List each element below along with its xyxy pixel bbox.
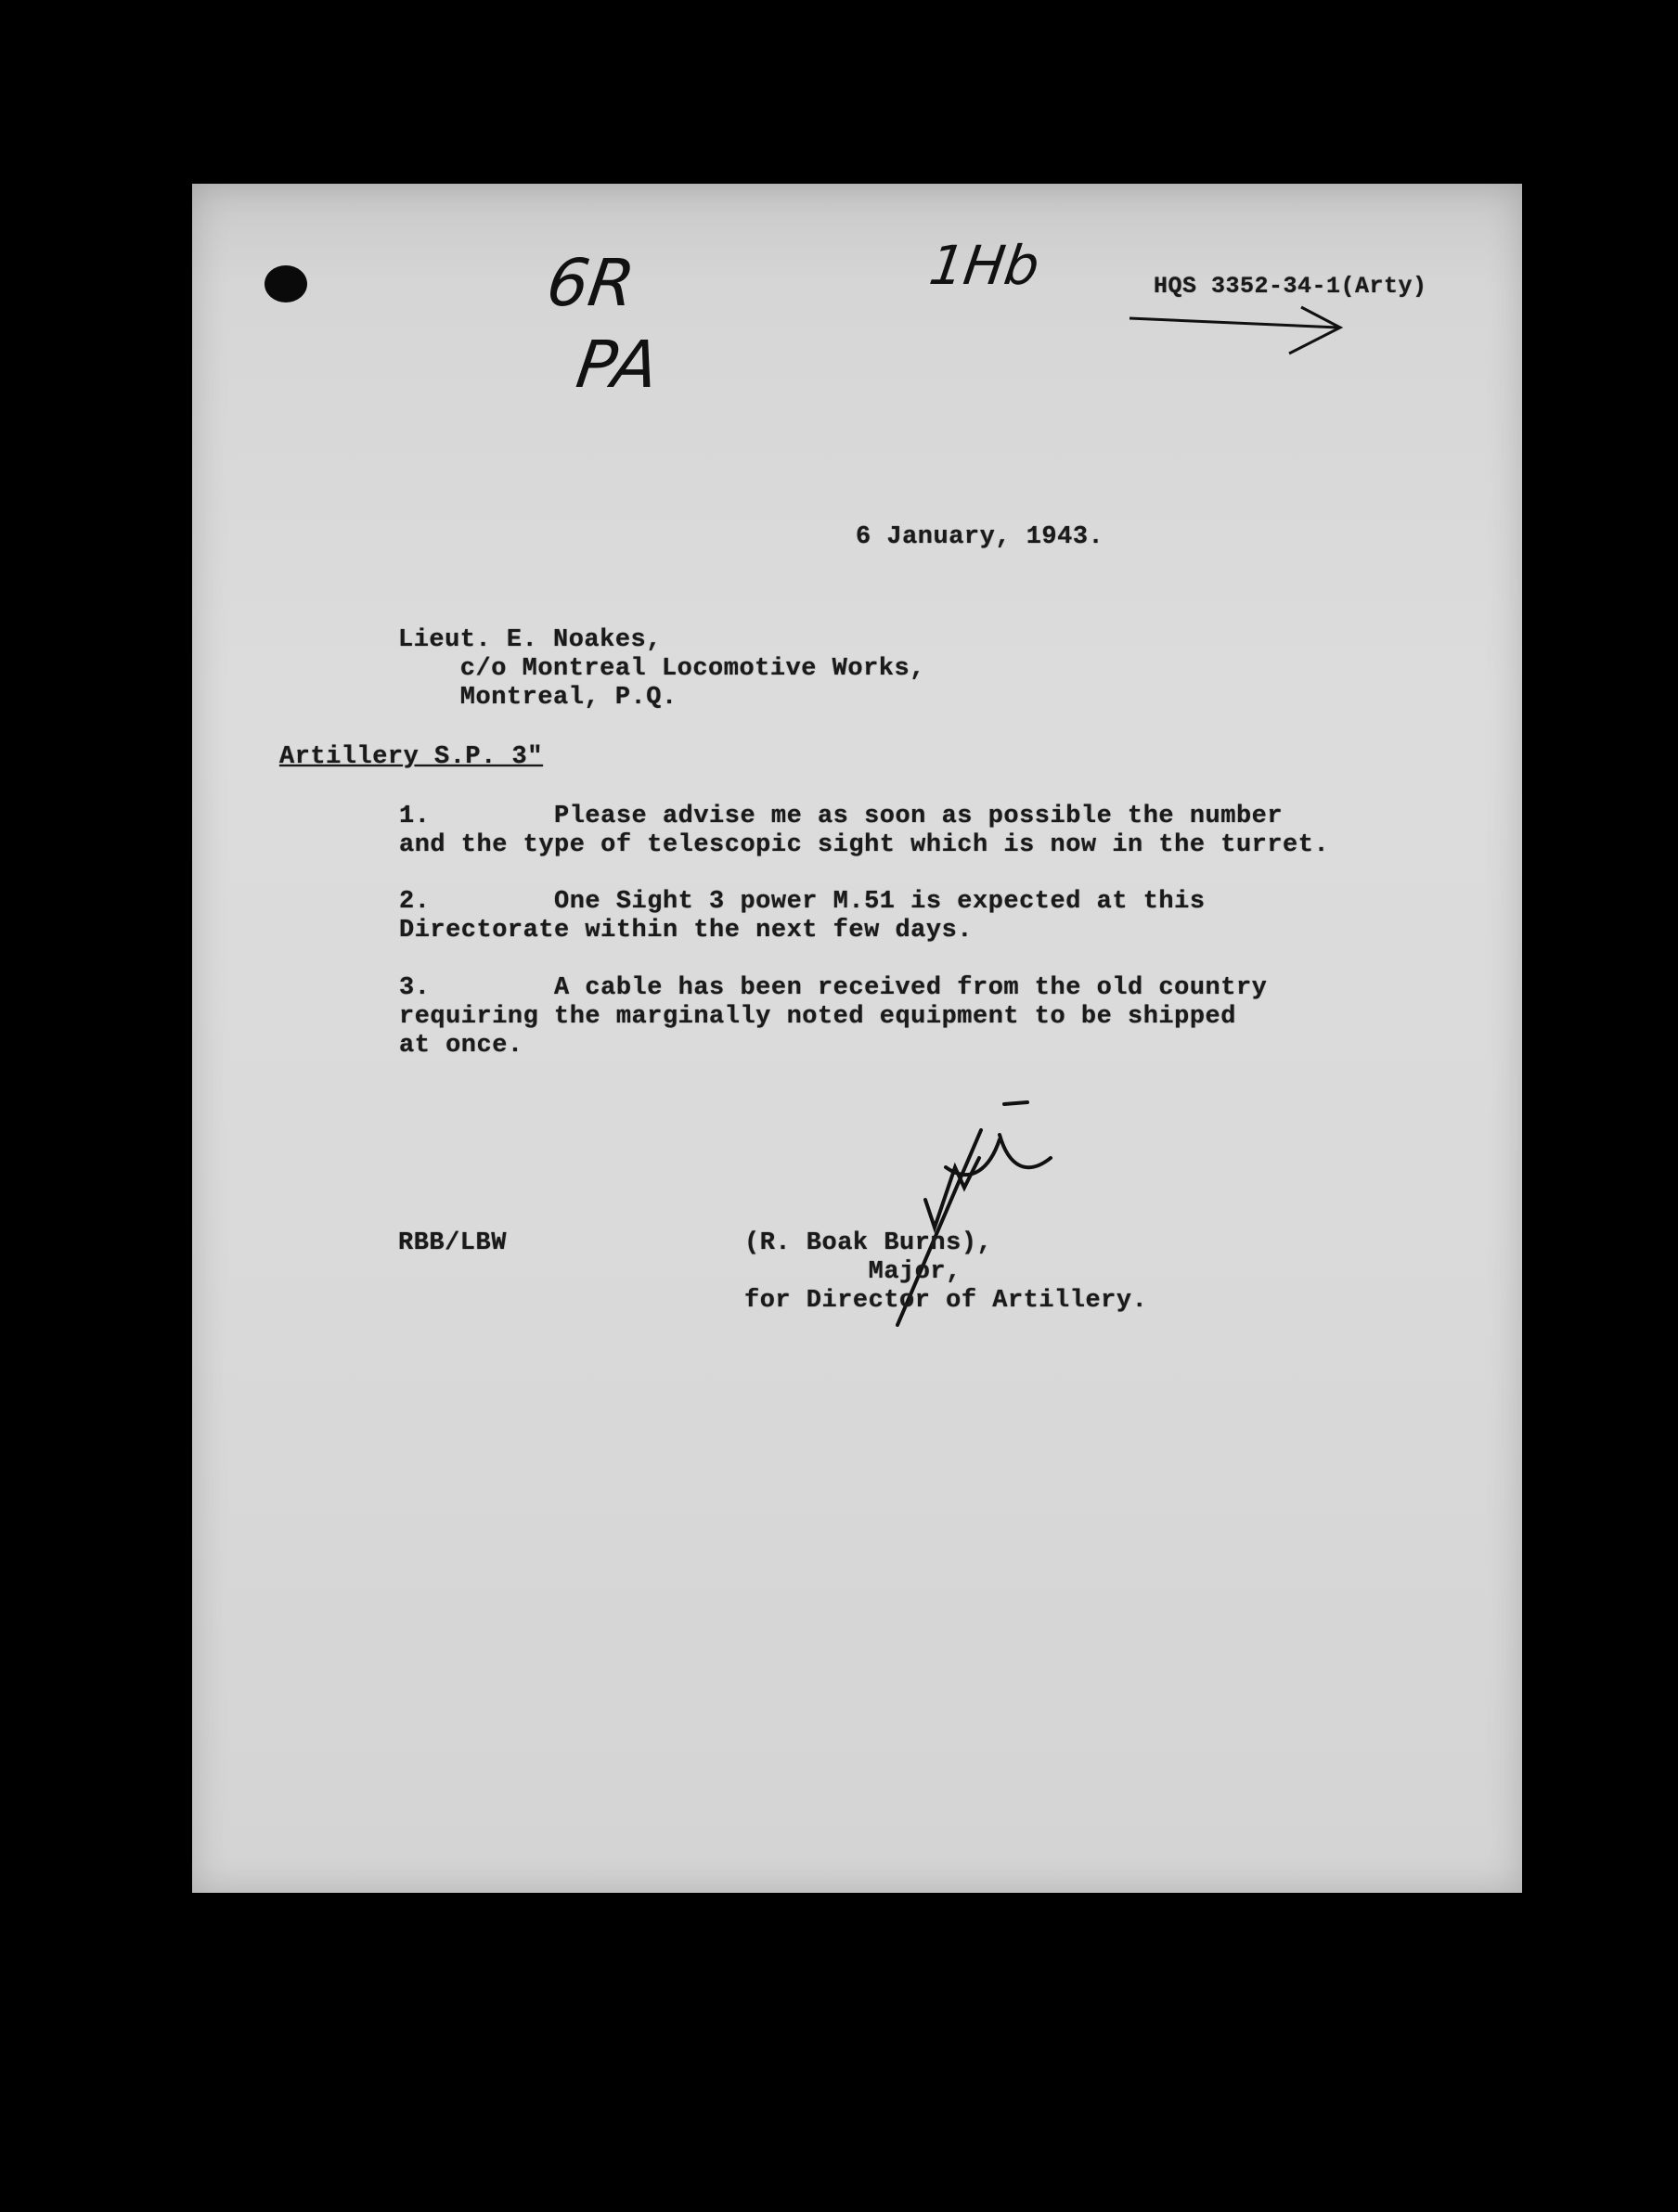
typist-initials: RBB/LBW bbox=[398, 1229, 507, 1257]
subject-line: Artillery S.P. 3" bbox=[279, 743, 543, 771]
paragraph-2: 2. One Sight 3 power M.51 is expected at this Directorate within the next few days. bbox=[399, 888, 1206, 945]
document-page bbox=[192, 184, 1522, 1893]
punch-hole bbox=[265, 265, 307, 302]
file-reference: HQS 3352-34-1(Arty) bbox=[1154, 273, 1427, 300]
signature-block: (R. Boak Burns), Major, for Director of Artillery. bbox=[744, 1229, 1148, 1315]
handwritten-note-top: 6R bbox=[542, 245, 639, 321]
handwritten-initials: 1Hb bbox=[925, 234, 1044, 297]
addressee-block: Lieut. E. Noakes, c/o Montreal Locomotive Works, Montreal, P.Q. bbox=[398, 626, 925, 712]
paragraph-1: 1. Please advise me as soon as possible the number and the type of telescopic sight which is now in the turret. bbox=[399, 803, 1330, 859]
handwritten-note-bottom: PA bbox=[572, 327, 664, 403]
letter-date: 6 January, 1943. bbox=[856, 523, 1104, 551]
paragraph-3: 3. A cable has been received from the old country requiring the marginally noted equipment to be shipped at once. bbox=[399, 974, 1268, 1060]
